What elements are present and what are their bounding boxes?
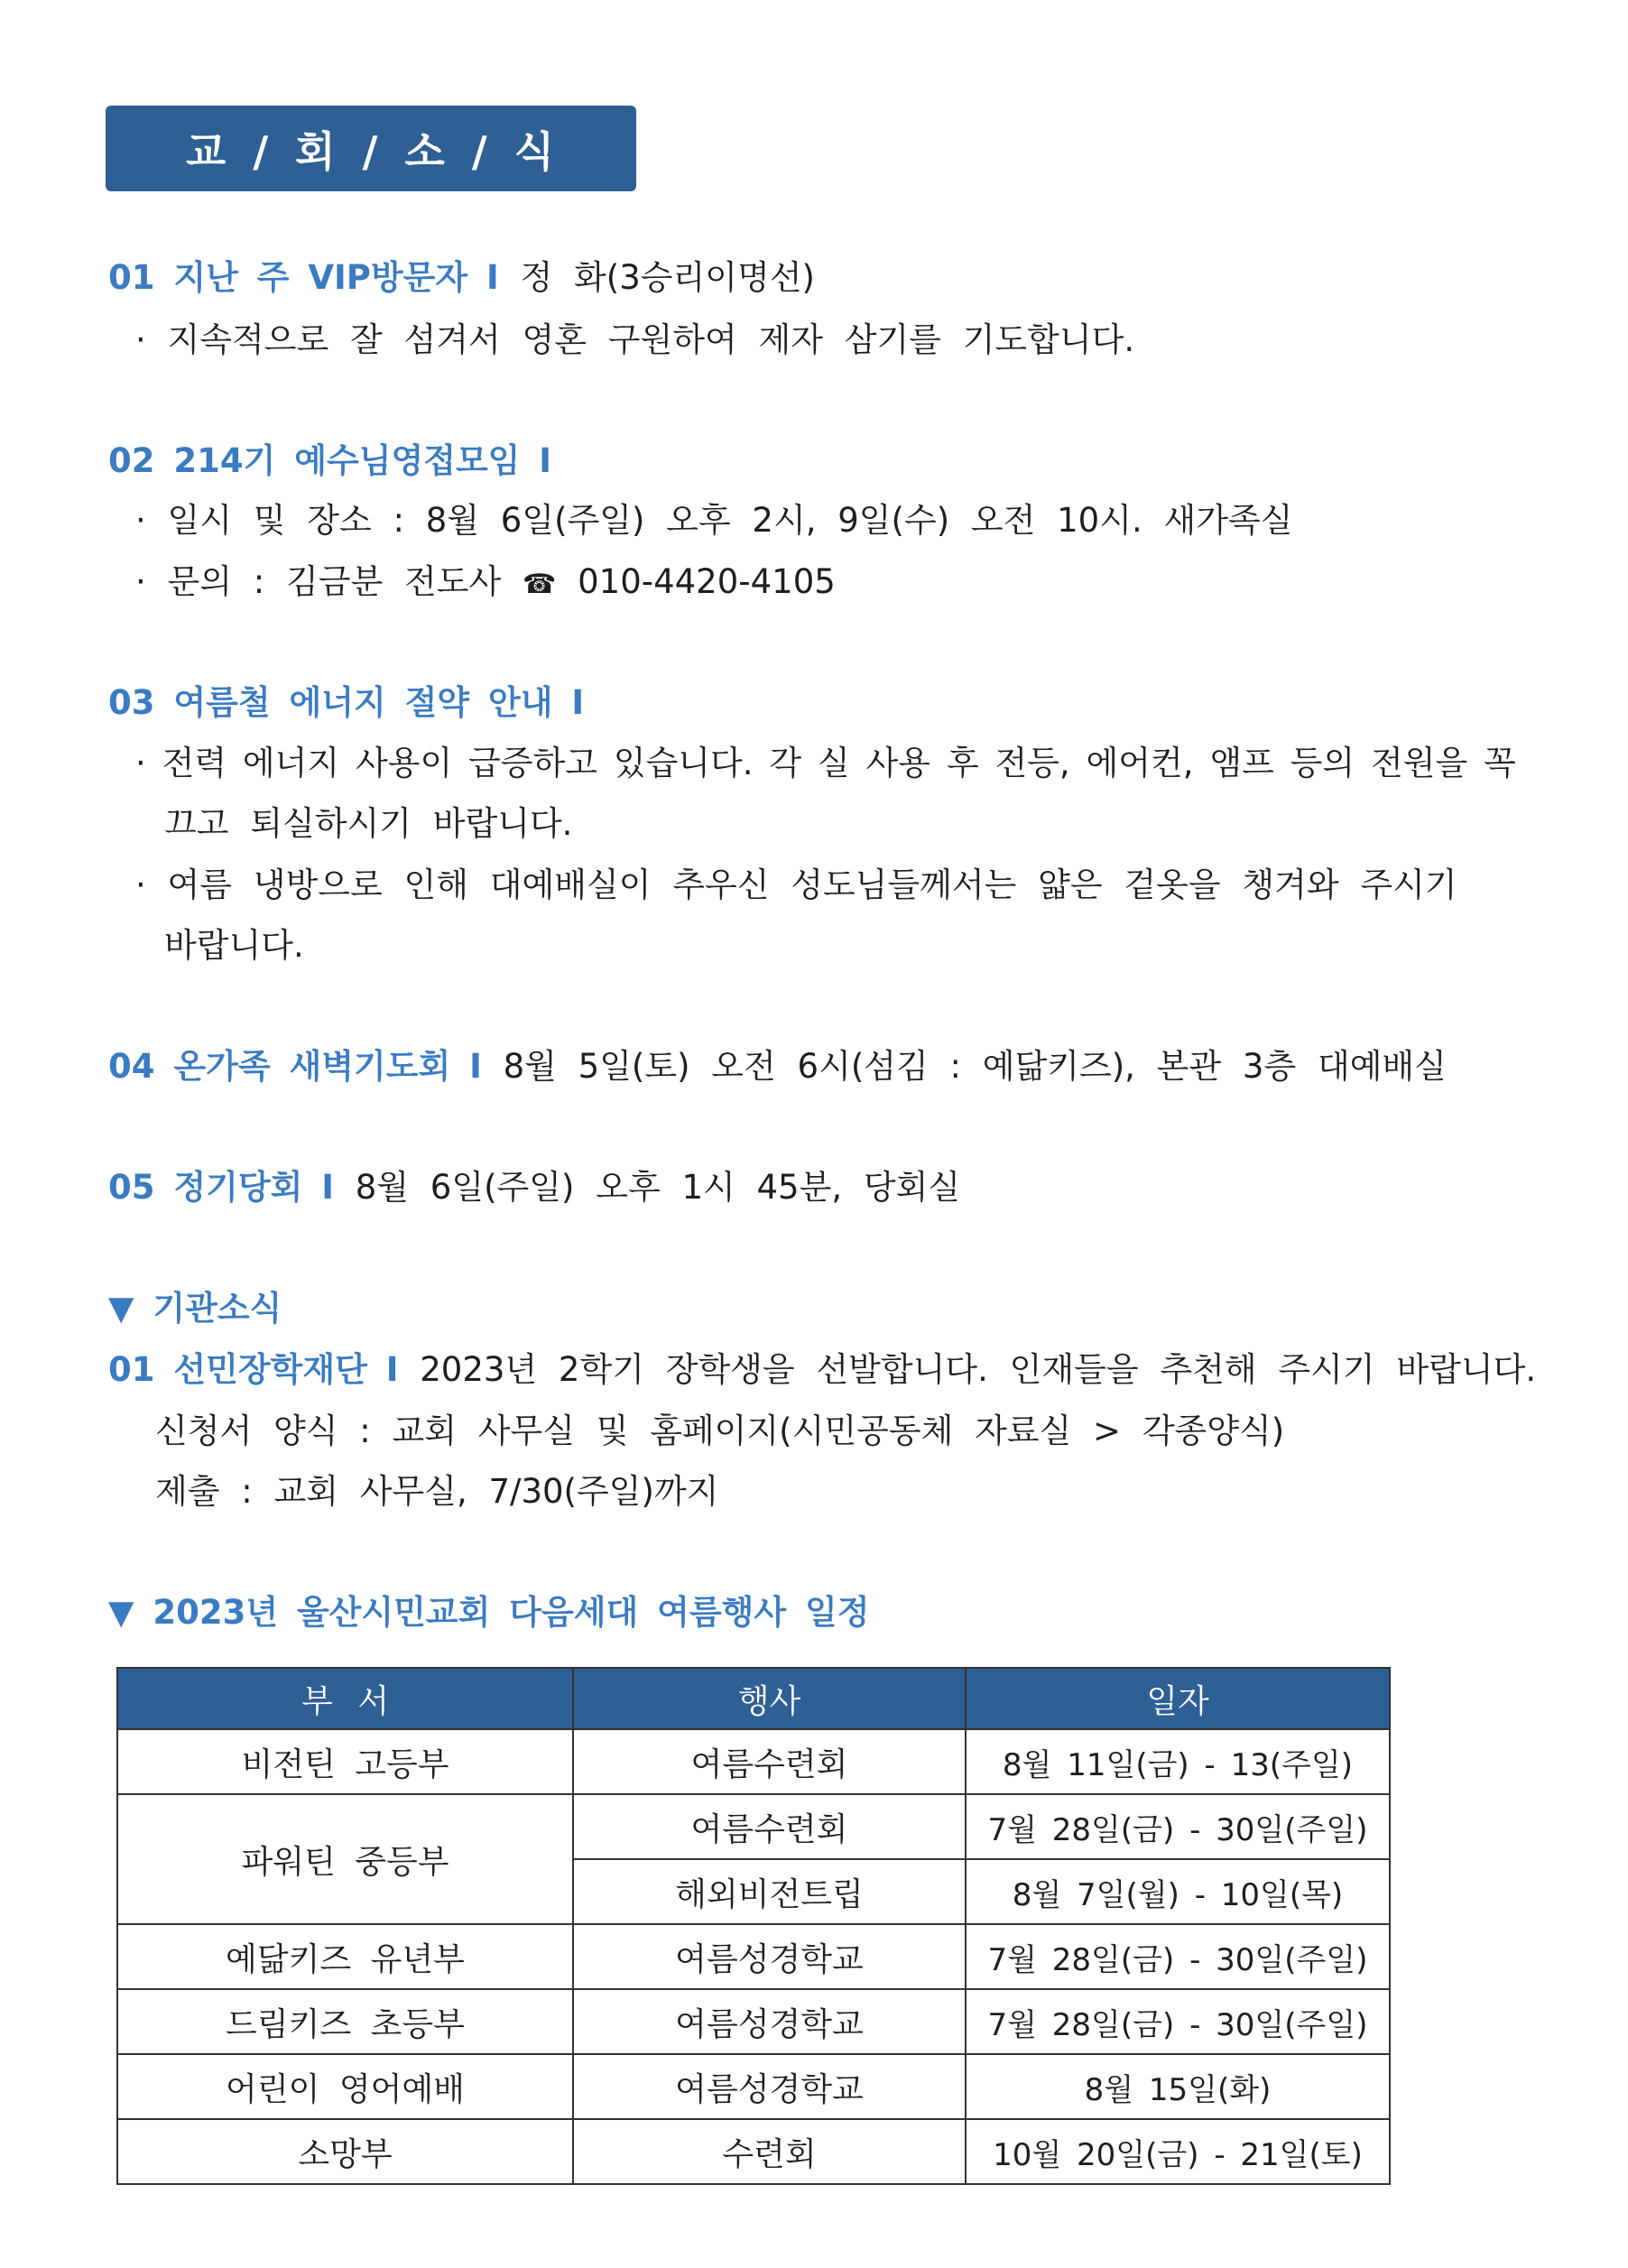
news-03-bullet-2-line-2: 바랍니다. xyxy=(164,926,304,965)
date-cell: 7월 28일(금) - 30일(주일) xyxy=(966,1989,1390,2054)
word: 전력 xyxy=(162,744,227,782)
header-department: 부 서 xyxy=(117,1668,573,1729)
date-cell: 8월 15일(화) xyxy=(966,2054,1390,2119)
department-cell: 비전틴 고등부 xyxy=(117,1729,573,1794)
news-01-bullet: · 지속적으로 잘 섬겨서 영혼 구원하여 제자 삼기를 기도합니다. xyxy=(135,320,1135,359)
date-cell: 8월 7일(월) - 10일(목) xyxy=(966,1859,1390,1924)
news-04-title: 04 온가족 새벽기도회 I xyxy=(108,1047,482,1086)
event-cell: 여름수련회 xyxy=(573,1729,966,1794)
date-cell: 7월 28일(금) - 30일(주일) xyxy=(966,1794,1390,1859)
department-cell: 예닮키즈 유년부 xyxy=(117,1924,573,1989)
word: 에어컨, xyxy=(1086,744,1194,782)
word: 사용이 xyxy=(355,744,453,782)
event-cell: 여름성경학교 xyxy=(573,1924,966,1989)
news-02-title-text: 02 214기 예수님영접모임 I xyxy=(108,441,552,480)
word: 있습니다. xyxy=(613,744,754,782)
table-row xyxy=(117,1924,1390,1989)
date-cell: 10월 20일(금) - 21일(토) xyxy=(966,2119,1390,2184)
table-row xyxy=(117,1794,1390,1859)
news-02-title xyxy=(108,440,551,483)
department-cell: 파워틴 중등부 xyxy=(117,1794,573,1924)
event-cell: 수련회 xyxy=(573,2119,966,2184)
news-04 xyxy=(108,1045,1447,1088)
phone-icon: ☎ xyxy=(522,569,557,600)
agency-01-form-info: 신청서 양식 : 교회 사무실 및 홈페이지(시민공동체 자료실 > 각종양식) xyxy=(155,1412,1285,1450)
schedule-header-row xyxy=(117,1668,1390,1729)
word: 급증하고 xyxy=(468,744,597,782)
news-03-bullet-2-line-1: · 여름 냉방으로 인해 대예배실이 추우신 성도님들께서는 얇은 겉옷을 챙겨와 주시기 xyxy=(135,866,1457,904)
news-02-bullet-2 xyxy=(135,560,836,606)
agency-01-title: 01 선민장학재단 I xyxy=(108,1350,399,1389)
department-cell: 어린이 영어예배 xyxy=(117,2054,573,2119)
word: 꼭 xyxy=(1484,744,1516,782)
news-03-title-text: 03 여름철 에너지 절약 안내 I xyxy=(108,683,585,722)
agency-01 xyxy=(108,1348,1536,1392)
date-cell: 7월 28일(금) - 30일(주일) xyxy=(966,1924,1390,1989)
news-03-title xyxy=(108,681,584,725)
date-cell: 8월 11일(금) - 13(주일) xyxy=(966,1729,1390,1794)
schedule-table xyxy=(116,1667,1391,2185)
schedule-heading xyxy=(108,1591,869,1634)
table-row xyxy=(117,1729,1390,1794)
agency-01-text: 2023년 2학기 장학생을 선발합니다. 인재들을 추천해 주시기 바랍니다. xyxy=(398,1350,1537,1389)
news-01-title: 01 지난 주 VIP방문자 I xyxy=(108,258,499,297)
news-05-text: 8월 6일(주일) 오후 1시 45분, 당회실 xyxy=(334,1168,961,1207)
agency-01-submission-info: 제출 : 교회 사무실, 7/30(주일)까지 xyxy=(155,1472,719,1511)
news-05-title: 05 정기당회 I xyxy=(108,1168,334,1207)
table-row xyxy=(117,2119,1390,2184)
news-03-bullet-1-line-1 xyxy=(135,742,1516,785)
news-01-text: 정 화(3승리이명선) xyxy=(498,258,815,297)
agency-heading xyxy=(108,1287,282,1330)
news-02-bullet-1: · 일시 및 장소 : 8월 6일(주일) 오후 2시, 9일(수) 오전 10시. 새가족실 xyxy=(135,501,1293,540)
news-02-phone: 010-4420-4105 xyxy=(578,562,836,601)
word: 전원을 xyxy=(1370,744,1468,782)
word: · xyxy=(135,744,146,782)
schedule-heading-text: ▼ 2023년 울산시민교회 다음세대 여름행사 일정 xyxy=(108,1593,870,1632)
event-cell: 여름수련회 xyxy=(573,1794,966,1859)
word: 실 xyxy=(817,744,850,782)
word: 후 xyxy=(946,744,979,782)
news-05 xyxy=(108,1166,960,1209)
page-title: 교 / 회 / 소 / 식 xyxy=(106,106,636,191)
agency-heading-text: ▼ 기관소식 xyxy=(108,1289,282,1328)
event-cell: 해외비전트립 xyxy=(573,1859,966,1924)
department-cell: 소망부 xyxy=(117,2119,573,2184)
table-row xyxy=(117,1989,1390,2054)
header-date: 일자 xyxy=(966,1668,1390,1729)
word: 사용 xyxy=(865,744,931,782)
word: 전등, xyxy=(994,744,1070,782)
news-04-text: 8월 5일(토) 오전 6시(섬김 : 예닮키즈), 본관 3층 대예배실 xyxy=(481,1047,1447,1086)
news-01 xyxy=(108,256,815,300)
table-row xyxy=(117,2054,1390,2119)
word: 각 xyxy=(769,744,802,782)
news-02-contact-label: · 문의 : 김금분 전도사 xyxy=(135,562,502,601)
word: 등의 xyxy=(1290,744,1355,782)
department-cell: 드림키즈 초등부 xyxy=(117,1989,573,2054)
header-event: 행사 xyxy=(573,1668,966,1729)
word: 에너지 xyxy=(242,744,340,782)
event-cell: 여름성경학교 xyxy=(573,1989,966,2054)
event-cell: 여름성경학교 xyxy=(573,2054,966,2119)
news-03-bullet-1-line-2: 끄고 퇴실하시기 바랍니다. xyxy=(164,804,573,843)
word: 앰프 xyxy=(1209,744,1274,782)
